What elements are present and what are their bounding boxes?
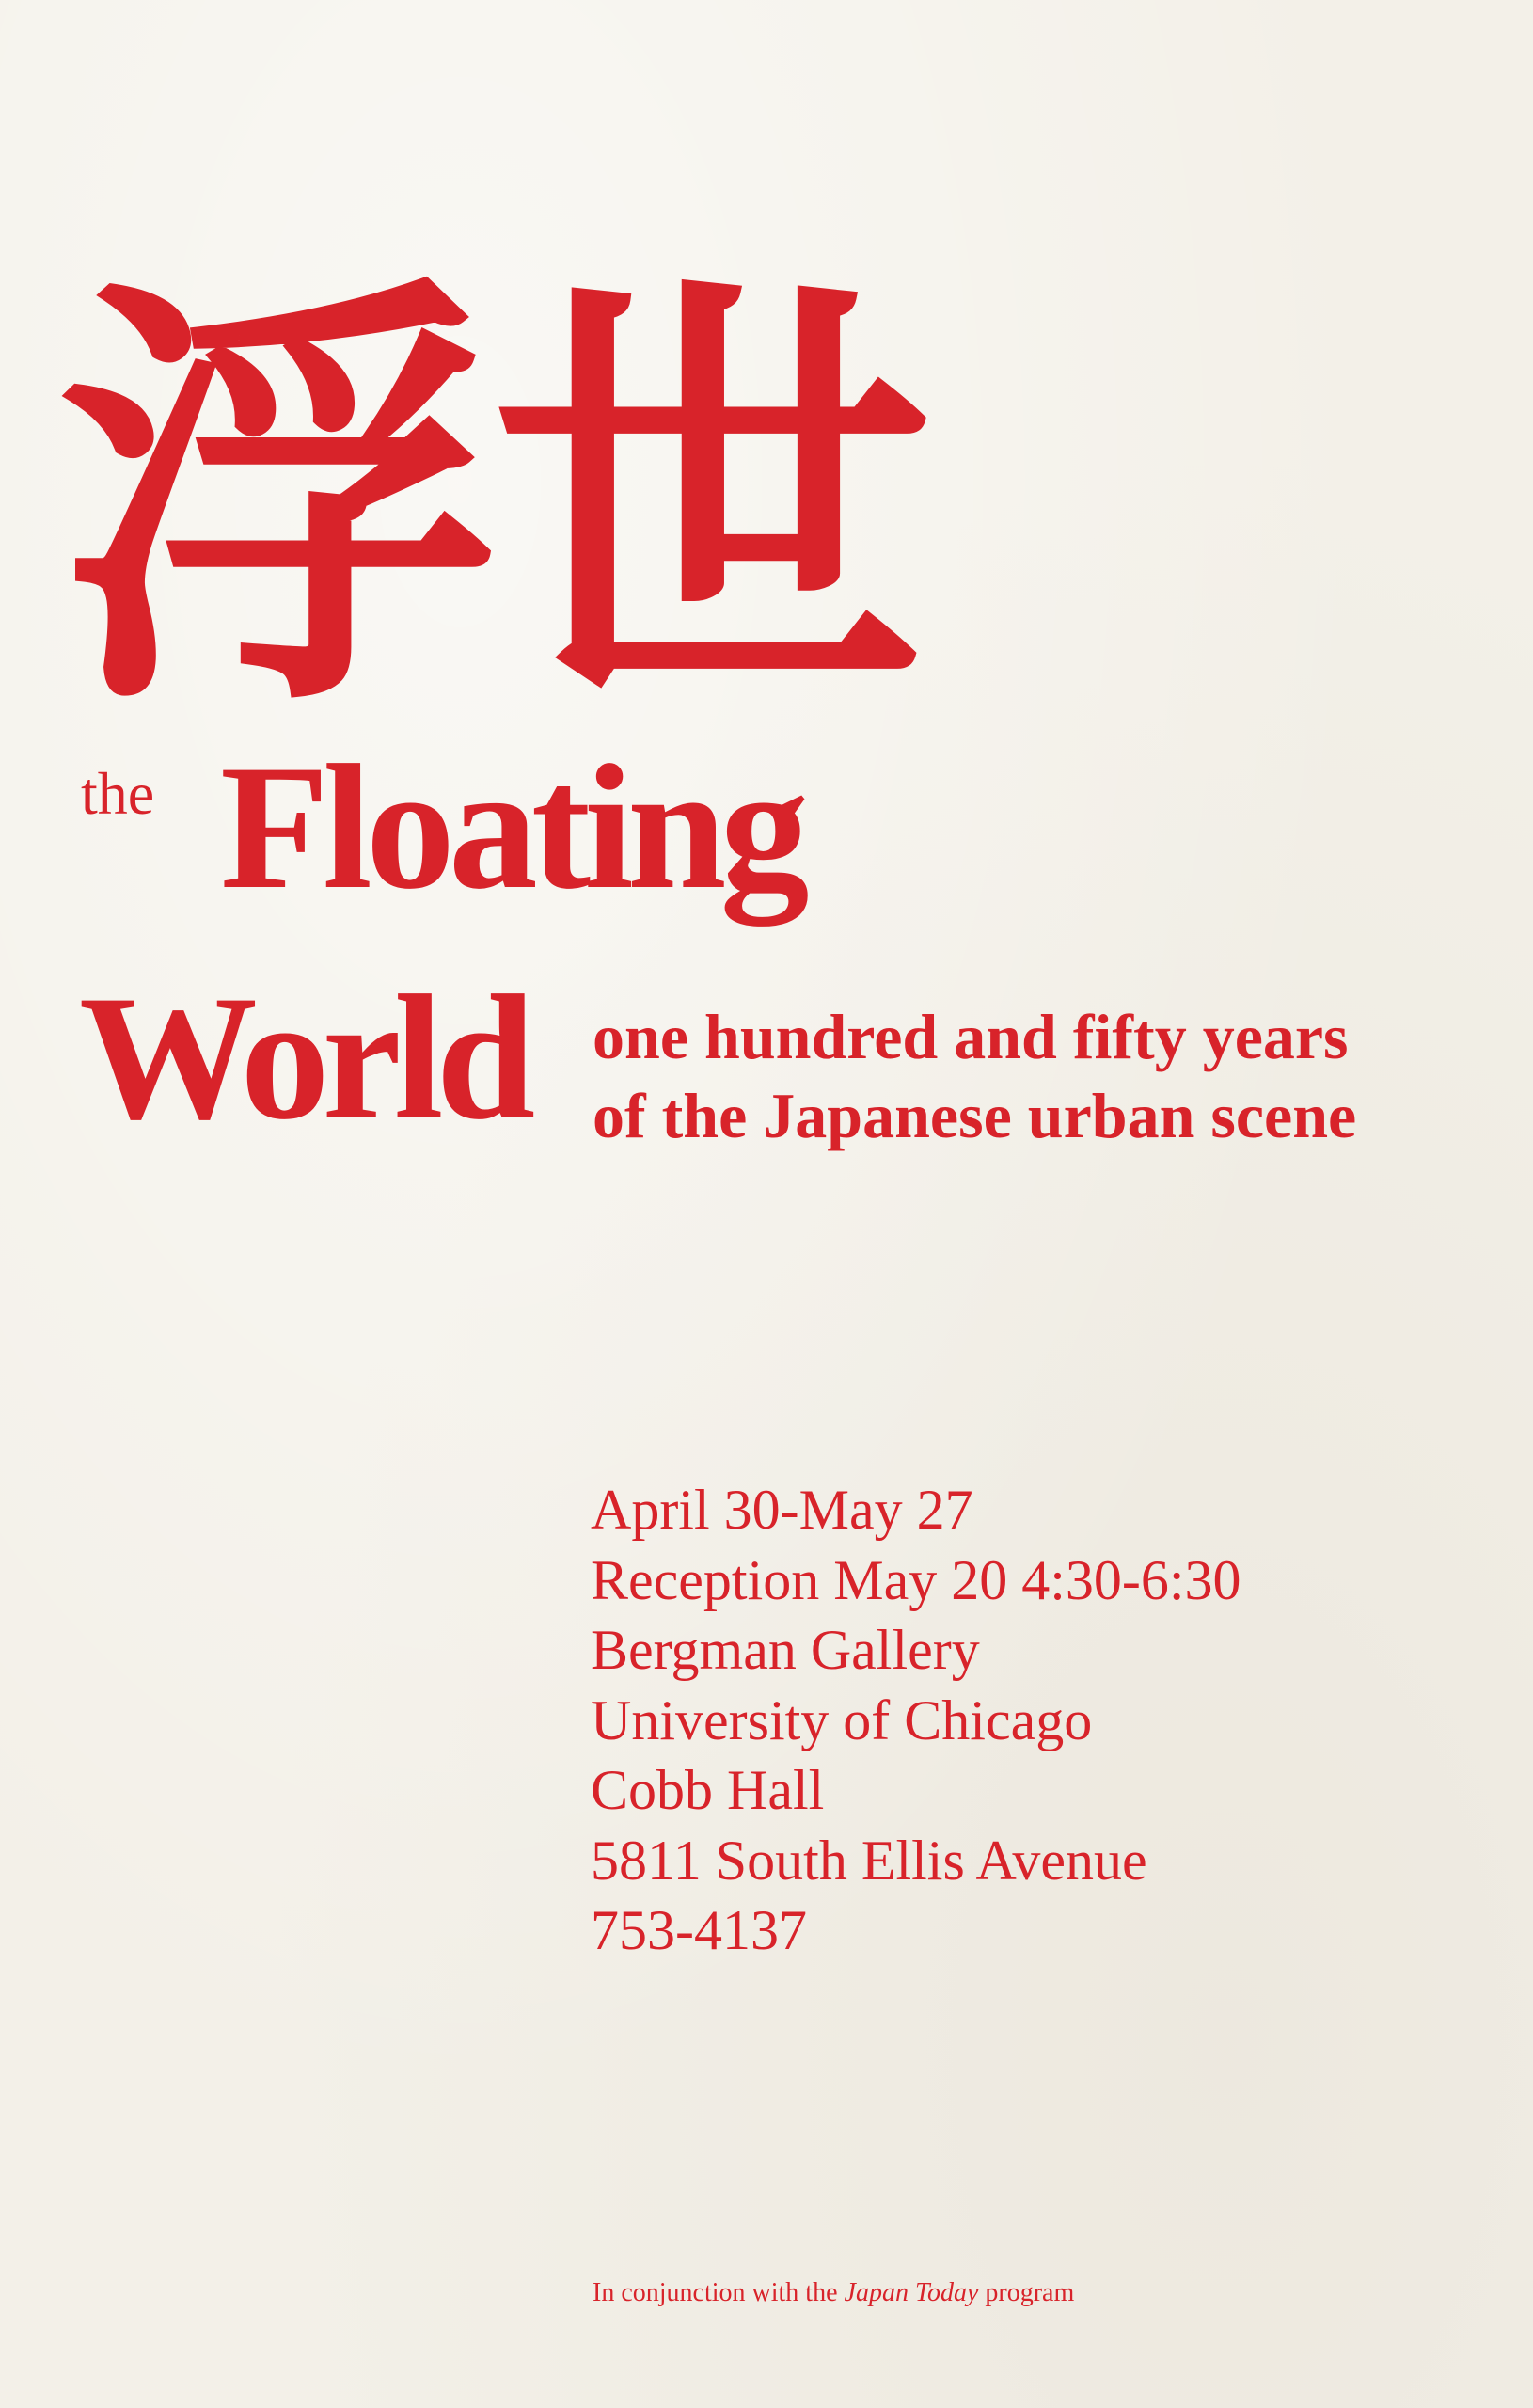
title-world: World [79,959,529,1157]
footer-prefix: In conjunction with the [593,2278,838,2307]
footer-note [593,2280,1074,2306]
footer-suffix: program [985,2278,1075,2307]
event-building: Cobb Hall [591,1759,825,1821]
event-phone: 753-4137 [591,1899,807,1961]
event-address: 5811 South Ellis Avenue [591,1829,1147,1892]
event-dates: April 30-May 27 [591,1479,973,1541]
event-university: University of Chicago [591,1688,1093,1751]
footer-program: Japan Today [844,2278,979,2307]
event-reception: Reception May 20 4:30-6:30 [591,1548,1241,1611]
kanji-title: 浮世 [58,246,924,760]
event-details [591,1475,1241,1966]
subtitle-line-2: of the Japanese urban scene [593,1080,1357,1151]
subtitle-line-1: one hundred and fifty years [593,1001,1349,1072]
title-the: the [81,760,155,827]
subtitle [593,997,1356,1155]
title-floating: Floating [220,729,803,927]
event-gallery: Bergman Gallery [591,1619,980,1681]
